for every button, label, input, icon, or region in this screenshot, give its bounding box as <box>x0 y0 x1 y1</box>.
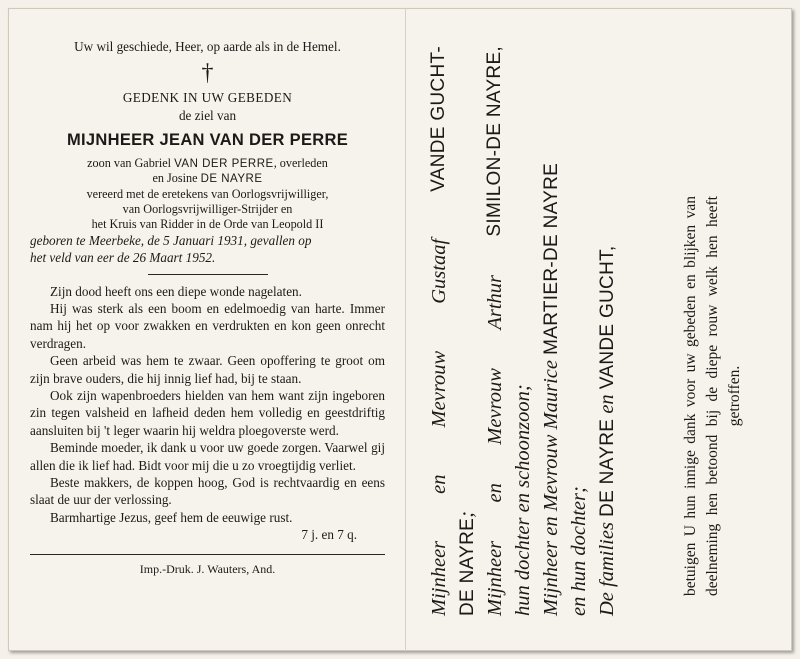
indulgence: 7 j. en 7 q. <box>301 527 357 543</box>
family-surname: VANDE GUCHT- <box>428 46 449 192</box>
paragraph-7: Barmhartige Jezus, geef hem de eeuwige rust. <box>50 509 293 525</box>
son-text-c: , overleden <box>273 155 328 170</box>
right-panel <box>418 46 784 616</box>
divider <box>148 274 268 275</box>
cross-icon: † <box>201 60 214 87</box>
family-word: en <box>484 483 506 503</box>
honours-line-2: van Oorlogsvrijwilliger-Strijder en <box>122 202 293 217</box>
family-line-1 <box>426 46 452 616</box>
left-panel <box>30 38 385 578</box>
gedenk-heading: GEDENK IN UW GEBEDEN <box>122 90 293 106</box>
family-word: Mijnheer <box>428 540 450 616</box>
paragraph-2: Hij was sterk als een boom en edelmoedig van harte. Immer nam hij het op voor zwakken en verdrukten en kon geen onrecht verdragen. <box>30 301 385 351</box>
family-surname: VANDE GUCHT, <box>597 245 618 390</box>
born-fallen-line-1: geboren te Meerbeke, de 5 Januari 1931, gevallen op <box>30 232 312 248</box>
family-surname: DE NAYRE <box>597 418 618 517</box>
son-of-line-1 <box>30 156 385 172</box>
paragraph-6: Beste makkers, de koppen hoog, God is rechtvaardig en eens slaat de uur der verlossing. <box>30 475 385 508</box>
family-line-3 <box>482 46 508 616</box>
family-word: Gustaaf <box>428 238 450 304</box>
family-punct: ; <box>456 511 478 518</box>
family-word: en <box>428 474 450 494</box>
paragraph-1: Zijn dood heeft ons een diepe wonde nagelaten. <box>50 283 302 299</box>
paragraph-3: Geen arbeid was hem te zwaar. Geen opoffering te groot om zijn brave ouders, die hij innig lief had, bij te staan. <box>30 353 385 386</box>
family-surname: MARTIER-DE NAYRE <box>541 162 562 355</box>
honours-line-1: vereerd met de eretekens van Oorlogsvrijwilliger, <box>86 187 329 202</box>
family-word: Mevrouw <box>428 350 450 428</box>
families-and: en <box>596 389 618 419</box>
son-text-a: zoon van Gabriel <box>87 155 175 170</box>
born-fallen-line-2: het veld van eer de 26 Maart 1952. <box>30 249 216 265</box>
fold-line <box>405 8 406 651</box>
mother-surname: DE NAYRE <box>200 173 263 186</box>
de-ziel-van: de ziel van <box>178 107 237 123</box>
prayer-line: Uw wil geschiede, Heer, op aarde als in de Hemel. <box>74 39 341 54</box>
honours-line-3: het Kruis van Ridder in de Orde van Leopold II <box>91 216 324 231</box>
family-word: Arthur <box>484 274 506 330</box>
thanks-text: betuigen U hun innige dank voor uw gebeden en blijken van deelneming hen betoond bij de diepe rouw welk hen heeft getroffen. <box>682 196 743 596</box>
family-line-5 <box>538 46 565 616</box>
family-line-2 <box>454 46 481 616</box>
family-line-7 <box>594 46 621 616</box>
paragraph-5: Beminde moeder, ik dank u voor uw goede zorgen. Vaarwel gij allen die ik lief had. Bidt voor mij die u zo vroegtijdig verliet. <box>30 440 385 473</box>
family-line-4: hun dochter en schoonzoon; <box>512 384 534 616</box>
paragraph-4: Ook zijn wapenbroeders hielden van hem want zijn ingeboren zin tegen valsheid en lafheid deden hem volledig en geestdriftig aansluiten bij 't leger waarin hij weldra ploegoverste werd. <box>30 388 385 438</box>
printer-line: Imp.-Druk. J. Wauters, And. <box>139 561 276 576</box>
family-surname: DE NAYRE <box>457 517 478 616</box>
family-word: Mijnheer <box>484 540 506 616</box>
mother-text: en Josine <box>152 171 201 186</box>
son-of-line-2 <box>30 171 385 187</box>
family-surname: SIMILON-DE NAYRE, <box>484 46 505 237</box>
family-words: Mijnheer en Mevrouw Maurice <box>540 360 562 616</box>
families-text: De families <box>596 516 618 616</box>
family-line-6: en hun dochter; <box>568 486 590 616</box>
rotated-text-block <box>418 46 784 616</box>
deceased-name: MIJNHEER JEAN VAN DER PERRE <box>66 131 348 150</box>
family-word: Mevrouw <box>484 368 506 445</box>
footer-divider <box>30 554 385 555</box>
father-surname: VAN DER PERRE <box>174 157 274 170</box>
